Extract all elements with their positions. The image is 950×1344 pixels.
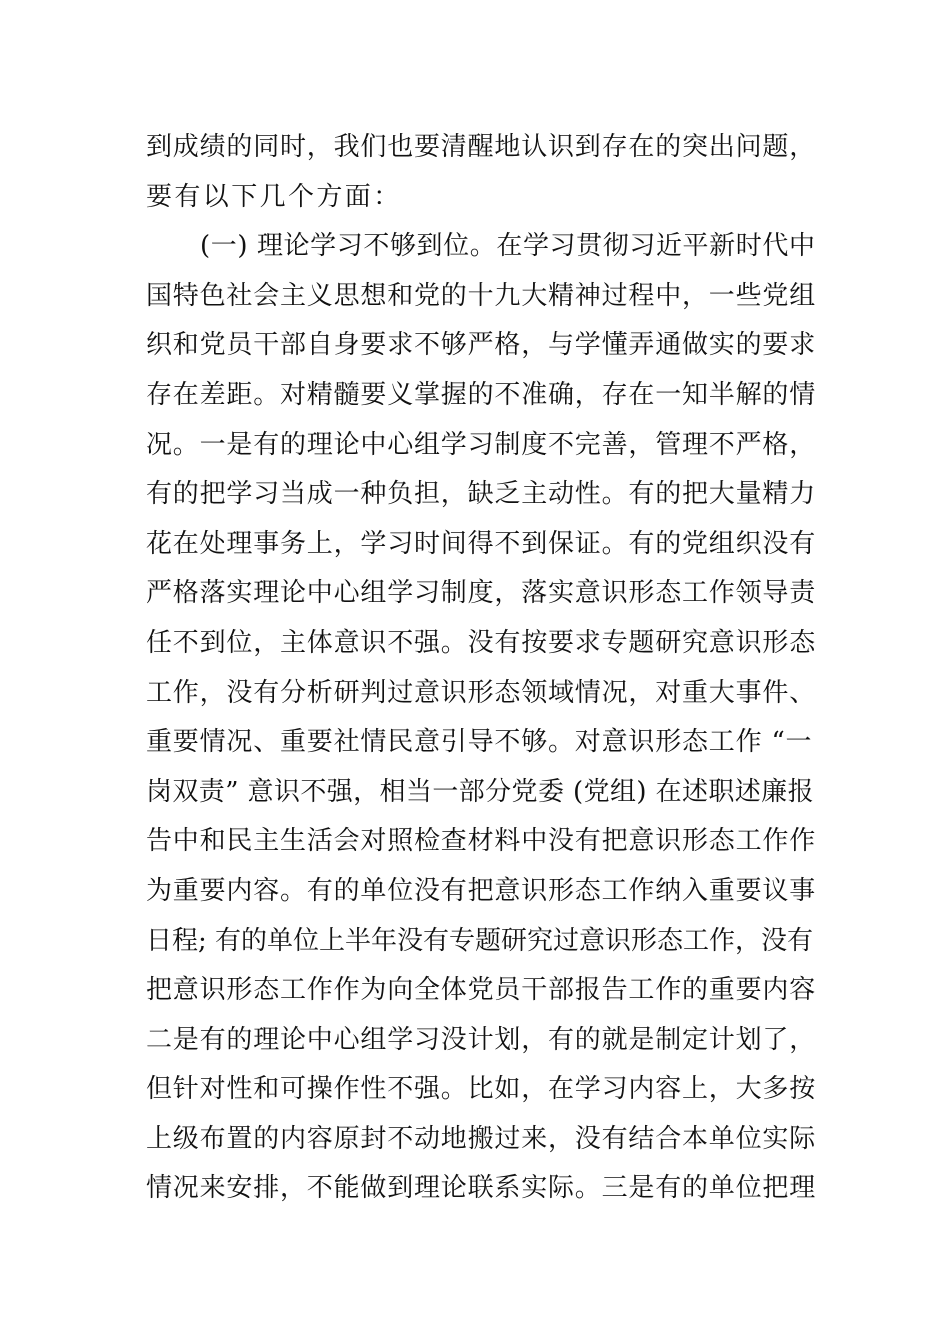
- text-line: 存在差距。对精髓要义掌握的不准确，存在一知半解的情: [146, 379, 817, 410]
- text-line: 上级布置的内容原封不动地搬过来，没有结合本单位实际: [146, 1123, 817, 1154]
- text-line: 到成绩的同时，我们也要清醒地认识到存在的突出问题，: [146, 132, 817, 162]
- text-line: 为重要内容。有的单位没有把意识形态工作纳入重要议事: [146, 875, 817, 906]
- text-line: 情况来安排，不能做到理论联系实际。三是有的单位把理: [146, 1173, 817, 1204]
- text-line: 告中和民主生活会对照检查材料中没有把意识形态工作作: [146, 826, 817, 857]
- text-line: 要有以下几个方面：: [146, 181, 402, 212]
- text-line: 重要情况、重要社情民意引导不够。对意识形态工作 “一: [146, 727, 813, 758]
- text-line: 有的把学习当成一种负担，缺乏主动性。有的把大量精力: [146, 479, 817, 510]
- text-line: 把意识形态工作作为向全体党员干部报告工作的重要内容: [146, 975, 817, 1006]
- text-line: 日程; 有的单位上半年没有专题研究过意识形态工作，没有: [146, 925, 814, 956]
- text-line: 况。一是有的理论中心组学习制度不完善，管理不严格，: [146, 429, 817, 460]
- body-text: [146, 123, 816, 1214]
- text-line: 岗双责” 意识不强，相当一部分党委 (党组) 在述职述廉报: [146, 776, 814, 807]
- text-line: 但针对性和可操作性不强。比如，在学习内容上，大多按: [146, 1074, 817, 1105]
- section-heading-line: (一) 理论学习不够到位。在学习贯彻习近平新时代中: [200, 231, 816, 262]
- text-line: 任不到位，主体意识不强。没有按要求专题研究意识形态: [146, 627, 817, 658]
- text-line: 严格落实理论中心组学习制度，落实意识形态工作领导责: [146, 578, 817, 609]
- text-line: 工作，没有分析研判过意识形态领域情况，对重大事件、: [146, 677, 817, 708]
- text-line: 花在处理事务上，学习时间得不到保证。有的党组织没有: [146, 528, 817, 559]
- text-line: 二是有的理论中心组学习没计划，有的就是制定计划了，: [146, 1024, 817, 1055]
- text-line: 织和党员干部自身要求不够严格，与学懂弄通做实的要求: [146, 330, 817, 361]
- text-line: 国特色社会主义思想和党的十九大精神过程中，一些党组: [146, 280, 817, 311]
